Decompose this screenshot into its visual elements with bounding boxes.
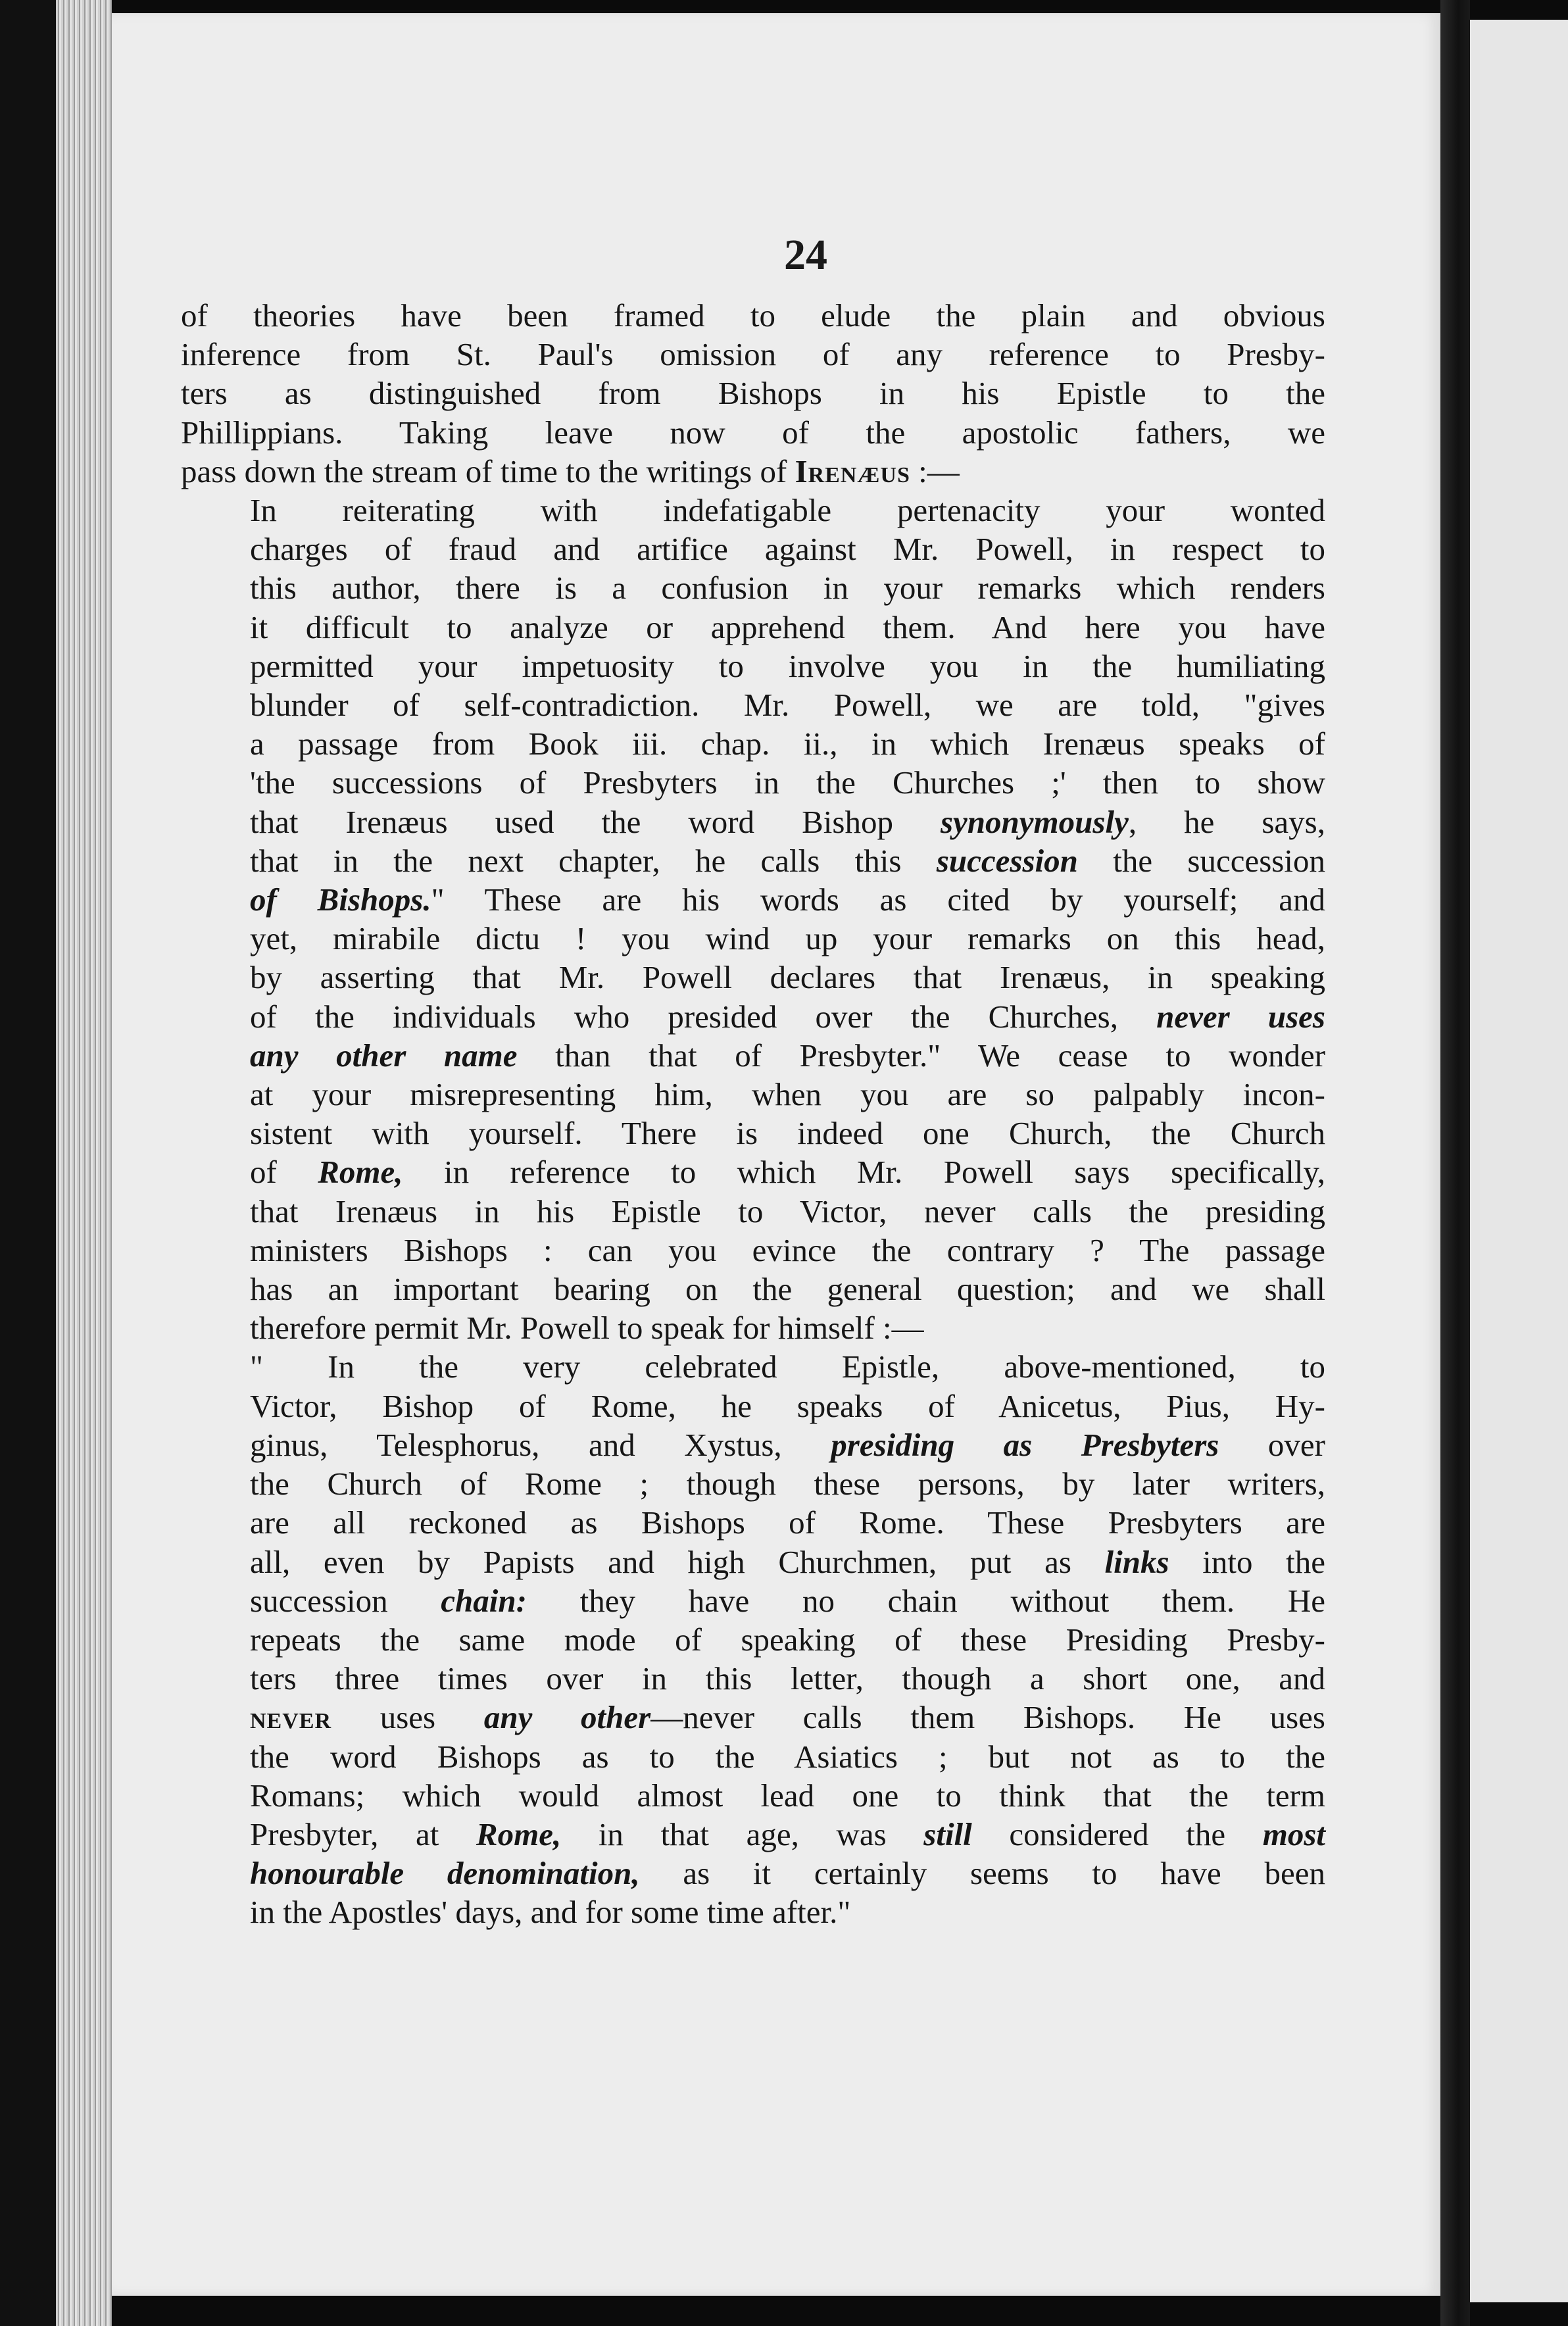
text-line: inference from St. Paul's omission of any reference to Presby-	[181, 336, 1325, 373]
text-line: that in the next chapter, he calls this succession the succession	[250, 842, 1325, 879]
text-line: ginus, Telesphorus, and Xystus, presiding as Presbyters over	[250, 1426, 1325, 1463]
text-line: of theories have been framed to elude the plain and obvious	[181, 297, 1325, 334]
text-line: succession chain: they have no chain without them. He	[250, 1582, 1325, 1619]
text-line: 'the successions of Presbyters in the Churches ;' then to show	[250, 764, 1325, 801]
scan-left-border	[0, 0, 56, 2326]
text-line: Presbyter, at Rome, in that age, was still considered the most	[250, 1816, 1326, 1852]
text-line-with-heading: pass down the stream of time to the writings of Irenæus :—	[181, 453, 960, 489]
emphasis-succession: succession	[936, 842, 1078, 879]
text-line: any other name than that of Presbyter." We cease to wonder	[250, 1037, 1326, 1074]
paragraph-3-quotation	[181, 1347, 1325, 1931]
text-line: " In the very celebrated Epistle, above-mentioned, to	[250, 1349, 1325, 1385]
text-line: all, even by Papists and high Churchmen, put as links into the	[250, 1543, 1325, 1580]
book-gutter	[1440, 0, 1470, 2326]
emphasis-synonymously: synonymously	[940, 803, 1129, 840]
emphasis-presiding-as-presbyters: presiding as Presbyters	[831, 1426, 1219, 1463]
emphasis-any-other: any other	[483, 1699, 651, 1736]
page-body-text	[181, 296, 1325, 1932]
emphasis-links: links	[1104, 1543, 1169, 1580]
emphasis-rome: Rome,	[318, 1154, 403, 1191]
text-line: of Rome, in reference to which Mr. Powell says specifically,	[250, 1154, 1325, 1191]
emphasis-never-uses: never uses	[1156, 998, 1325, 1035]
book-page-edges	[56, 0, 112, 2326]
text-line: the word Bishops as to the Asiatics ; but not as to the	[250, 1738, 1325, 1775]
text-line: the Church of Rome ; though these persons, by later writers,	[250, 1466, 1325, 1502]
text-line: never uses any other—never calls them Bishops. He uses	[250, 1699, 1326, 1736]
text-line: are all reckoned as Bishops of Rome. These Presbyters are	[250, 1504, 1325, 1541]
text-line: permitted your impetuosity to involve you in the humiliating	[250, 647, 1325, 684]
text-line: this author, there is a confusion in your remarks which renders	[250, 570, 1325, 606]
text-line: ministers Bishops : can you evince the contrary ? The passage	[250, 1231, 1325, 1268]
text-line: Victor, Bishop of Rome, he speaks of Anicetus, Pius, Hy-	[250, 1387, 1325, 1424]
text-line: at your misrepresenting him, when you are so palpably incon-	[250, 1076, 1325, 1113]
text-line: it difficult to analyze or apprehend them. And here you have	[250, 608, 1325, 645]
text-line: sistent with yourself. There is indeed one Church, the Church	[250, 1115, 1325, 1152]
emphasis-never: never	[250, 1699, 332, 1736]
emphasis-most: most	[1262, 1816, 1326, 1852]
text-line: that Irenæus used the word Bishop synonymously, he says,	[250, 803, 1325, 840]
paragraph-1	[181, 296, 1325, 491]
text-line: of the individuals who presided over the Churches, never uses	[250, 998, 1325, 1035]
facing-page-edge	[1470, 20, 1568, 2302]
emphasis-rome: Rome,	[476, 1816, 562, 1852]
emphasis-of-bishops: of Bishops.	[250, 881, 431, 918]
emphasis-chain: chain:	[441, 1582, 527, 1619]
page-number: 24	[784, 231, 827, 279]
emphasis-honourable-denomination: honourable denomination,	[250, 1855, 640, 1892]
text-line: Phillippians. Taking leave now of the apostolic fathers, we	[181, 414, 1325, 451]
text-line: blunder of self-contradiction. Mr. Powell, we are told, "gives	[250, 687, 1325, 724]
text-line: by asserting that Mr. Powell declares that Irenæus, in speaking	[250, 959, 1325, 996]
text-line: In reiterating with indefatigable pertenacity your wonted	[250, 492, 1325, 529]
paragraph-2	[181, 491, 1325, 1347]
text-line: ters three times over in this letter, though a short one, and	[250, 1660, 1325, 1697]
text-line: honourable denomination, as it certainly seems to have been	[250, 1855, 1325, 1892]
text-line: in the Apostles' days, and for some time after."	[250, 1894, 851, 1931]
emphasis-any-other-name: any other name	[250, 1037, 518, 1074]
text-line: that Irenæus in his Epistle to Victor, never calls the presiding	[250, 1193, 1325, 1229]
text-line: ters as distinguished from Bishops in his Epistle to the	[181, 375, 1325, 412]
text-line: a passage from Book iii. chap. ii., in which Irenæus speaks of	[250, 726, 1325, 762]
text-line: therefore permit Mr. Powell to speak for himself :—	[250, 1310, 924, 1347]
text-line: of Bishops." These are his words as cited by yourself; and	[250, 881, 1325, 918]
text-line: Romans; which would almost lead one to think that the term	[250, 1777, 1325, 1814]
text-line: has an important bearing on the general question; and we shall	[250, 1271, 1325, 1308]
text-line: yet, mirabile dictu ! you wind up your remarks on this head,	[250, 920, 1325, 957]
text-line: repeats the same mode of speaking of these Presiding Presby-	[250, 1621, 1325, 1658]
text-line: charges of fraud and artifice against Mr. Powell, in respect to	[250, 531, 1325, 568]
irenaeus-small-caps: Irenæus	[795, 453, 910, 489]
emphasis-still: still	[923, 1816, 972, 1852]
